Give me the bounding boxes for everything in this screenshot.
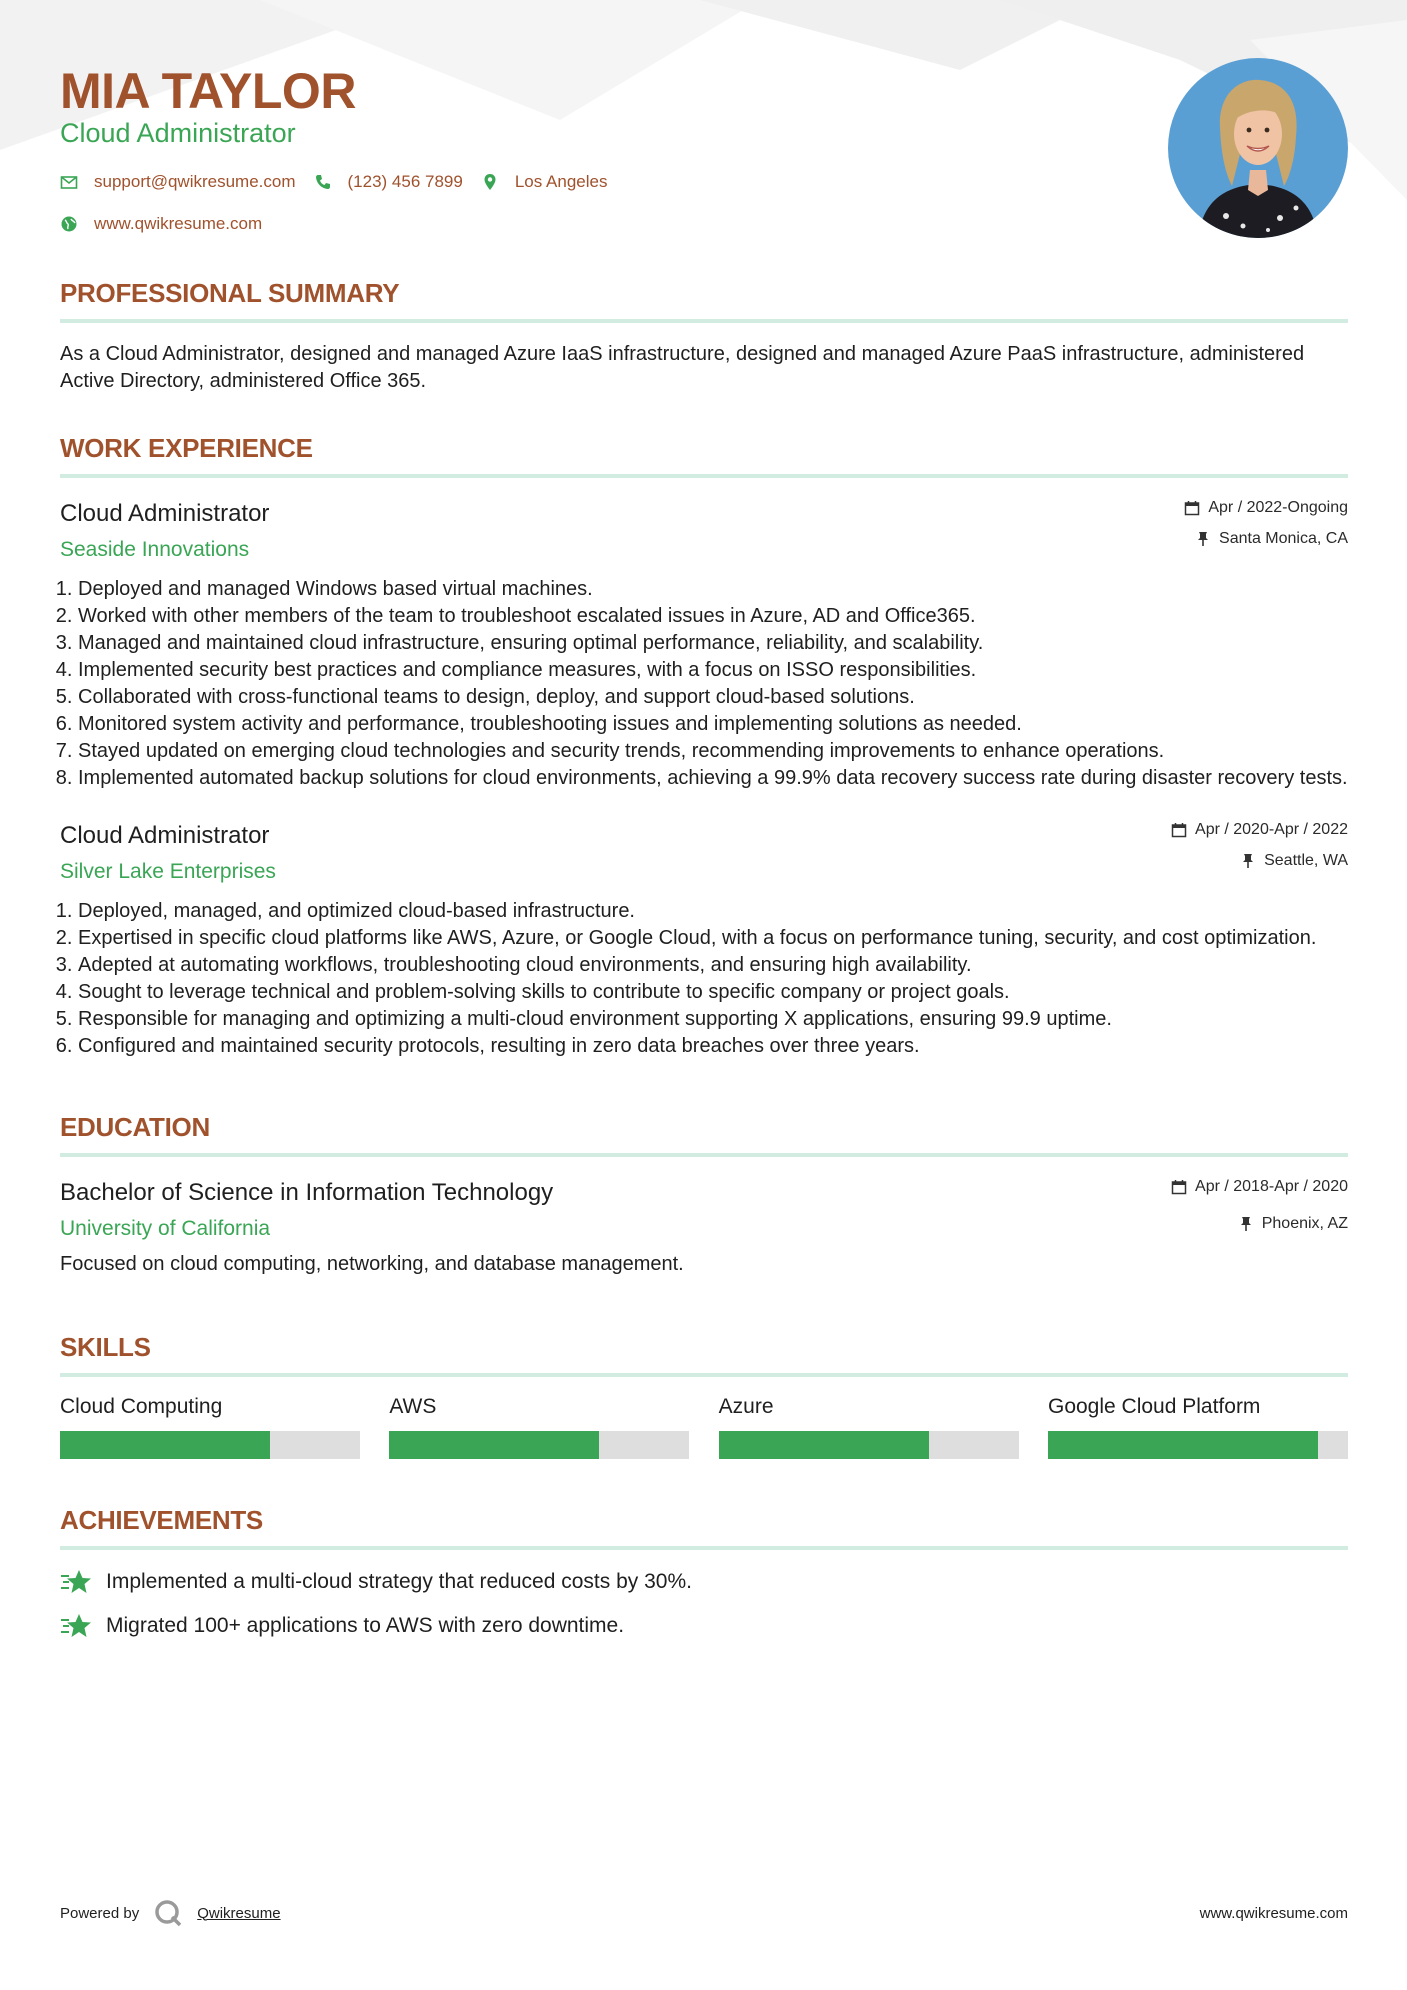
list-item: 7. Stayed updated on emerging cloud technologies and security trends, recommending improvements to enhance operations. (78, 738, 1348, 765)
list-item: 3. Adepted at automating workflows, troubleshooting cloud environments, and ensuring high availability. (78, 952, 1348, 979)
section-heading: PROFESSIONAL SUMMARY (60, 278, 1348, 323)
skill-bar (60, 1431, 360, 1459)
skill-item (60, 1395, 360, 1459)
achievement-text: Implemented a multi-cloud strategy that reduced costs by 30%. (106, 1570, 692, 1593)
skill-bar (719, 1431, 1019, 1459)
calendar-icon (1184, 500, 1200, 516)
page-footer (60, 1898, 1348, 1928)
star-icon (60, 1612, 92, 1640)
phone-icon (314, 173, 332, 191)
experience-section (60, 433, 1348, 1060)
summary-section (60, 278, 1348, 395)
list-item: 5. Responsible for managing and optimizing a multi-cloud environment supporting X applications, ensuring 99.9 uptime. (78, 1006, 1348, 1033)
globe-icon (60, 215, 78, 233)
powered-by (60, 1898, 281, 1928)
list-item: 1. Deployed and managed Windows based virtual machines. (78, 576, 1348, 603)
resume-header (60, 0, 1348, 260)
education-location: Phoenix, AZ (1261, 1215, 1348, 1232)
achievement-item (60, 1568, 1348, 1596)
company-name: Seaside Innovations (60, 538, 250, 561)
skills-section (60, 1332, 1348, 1459)
list-item: 6. Monitored system activity and performance, troubleshooting issues and implementing solutions as needed. (78, 711, 1348, 738)
achievements-section (60, 1505, 1348, 1640)
list-item: 4. Sought to leverage technical and problem-solving skills to contribute to specific company or project goals. (78, 979, 1348, 1006)
job-duties-list (60, 576, 1348, 792)
degree-title: Bachelor of Science in Information Technology (60, 1179, 554, 1206)
powered-by-label: Powered by (60, 1904, 140, 1922)
list-item: 2. Worked with other members of the team to troubleshoot escalated issues in Azure, AD and Office365. (78, 603, 1348, 630)
contact-row (60, 214, 262, 234)
list-item: 2. Expertised in specific cloud platforms like AWS, Azure, or Google Cloud, with a focus on performance tuning, security, and cost optimization. (78, 925, 1348, 952)
pushpin-icon (1195, 531, 1211, 547)
qwikresume-logo-icon (153, 1898, 183, 1928)
skill-label: Cloud Computing (60, 1395, 223, 1418)
skill-bar-fill (60, 1431, 270, 1459)
section-heading: ACHIEVEMENTS (60, 1505, 1348, 1550)
section-heading: WORK EXPERIENCE (60, 433, 1348, 478)
contact-row (60, 172, 607, 192)
job-location: Seattle, WA (1264, 852, 1348, 869)
resume-page (60, 0, 1348, 1640)
section-heading: EDUCATION (60, 1112, 1348, 1157)
profile-photo (1168, 58, 1348, 238)
list-item: 3. Managed and maintained cloud infrastructure, ensuring optimal performance, reliability, and scalability. (78, 630, 1348, 657)
skill-item (389, 1395, 689, 1459)
skill-bar (389, 1431, 689, 1459)
skill-label: AWS (389, 1395, 437, 1418)
list-item: 1. Deployed, managed, and optimized cloud-based infrastructure. (78, 898, 1348, 925)
location-text: Los Angeles (514, 172, 608, 191)
email-link[interactable]: support@qwikresume.com (94, 172, 296, 191)
list-item: 8. Implemented automated backup solutions for cloud environments, achieving a 99.9% data recovery success rate during disaster recovery tests. (78, 765, 1348, 792)
achievement-item (60, 1612, 1348, 1640)
education-description: Focused on cloud computing, networking, and database management. (60, 1253, 684, 1275)
phone-number[interactable]: (123) 456 7899 (347, 172, 463, 191)
skill-label: Google Cloud Platform (1047, 1395, 1261, 1418)
brand-link[interactable]: Qwikresume (197, 1904, 281, 1922)
star-icon (60, 1568, 92, 1596)
education-entry (60, 1177, 1348, 1276)
candidate-name: MIA TAYLOR (60, 63, 356, 119)
skill-bar-fill (1048, 1431, 1318, 1459)
company-name: Silver Lake Enterprises (60, 860, 276, 883)
list-item: 4. Implemented security best practices and compliance measures, with a focus on ISSO responsibilities. (78, 657, 1348, 684)
achievement-text: Migrated 100+ applications to AWS with zero downtime. (106, 1614, 625, 1637)
calendar-icon (1171, 1179, 1187, 1195)
education-section (60, 1112, 1348, 1276)
pushpin-icon (1240, 853, 1256, 869)
job-dates: Apr / 2020-Apr / 2022 (1195, 821, 1348, 838)
job-entry (60, 820, 1348, 1060)
candidate-title: Cloud Administrator (60, 118, 296, 148)
school-name: University of California (60, 1217, 271, 1240)
skill-bar-fill (389, 1431, 599, 1459)
list-item: 6. Configured and maintained security protocols, resulting in zero data breaches over three years. (78, 1033, 1348, 1060)
skill-item (719, 1395, 1019, 1459)
summary-text: As a Cloud Administrator, designed and managed Azure IaaS infrastructure, designed and managed Azure PaaS infrastructure, administered Active Directory, administered Office 365. (60, 343, 1305, 392)
skill-bar-fill (719, 1431, 929, 1459)
job-title: Cloud Administrator (60, 500, 270, 527)
education-dates: Apr / 2018-Apr / 2020 (1195, 1178, 1348, 1195)
pushpin-icon (1238, 1216, 1254, 1232)
skill-bar (1048, 1431, 1348, 1459)
job-title: Cloud Administrator (60, 822, 270, 849)
map-pin-icon (481, 173, 499, 191)
job-entry (60, 498, 1348, 792)
envelope-icon (60, 173, 78, 191)
job-location: Santa Monica, CA (1219, 530, 1348, 547)
list-item: 5. Collaborated with cross-functional teams to design, deploy, and support cloud-based solutions. (78, 684, 1348, 711)
footer-website-link[interactable]: www.qwikresume.com (1199, 1904, 1348, 1922)
job-duties-list (60, 898, 1348, 1060)
calendar-icon (1171, 822, 1187, 838)
job-dates: Apr / 2022-Ongoing (1208, 499, 1348, 516)
website-link[interactable]: www.qwikresume.com (94, 214, 263, 233)
skill-item (1048, 1395, 1348, 1459)
section-heading: SKILLS (60, 1332, 1348, 1377)
skill-label: Azure (718, 1395, 774, 1418)
